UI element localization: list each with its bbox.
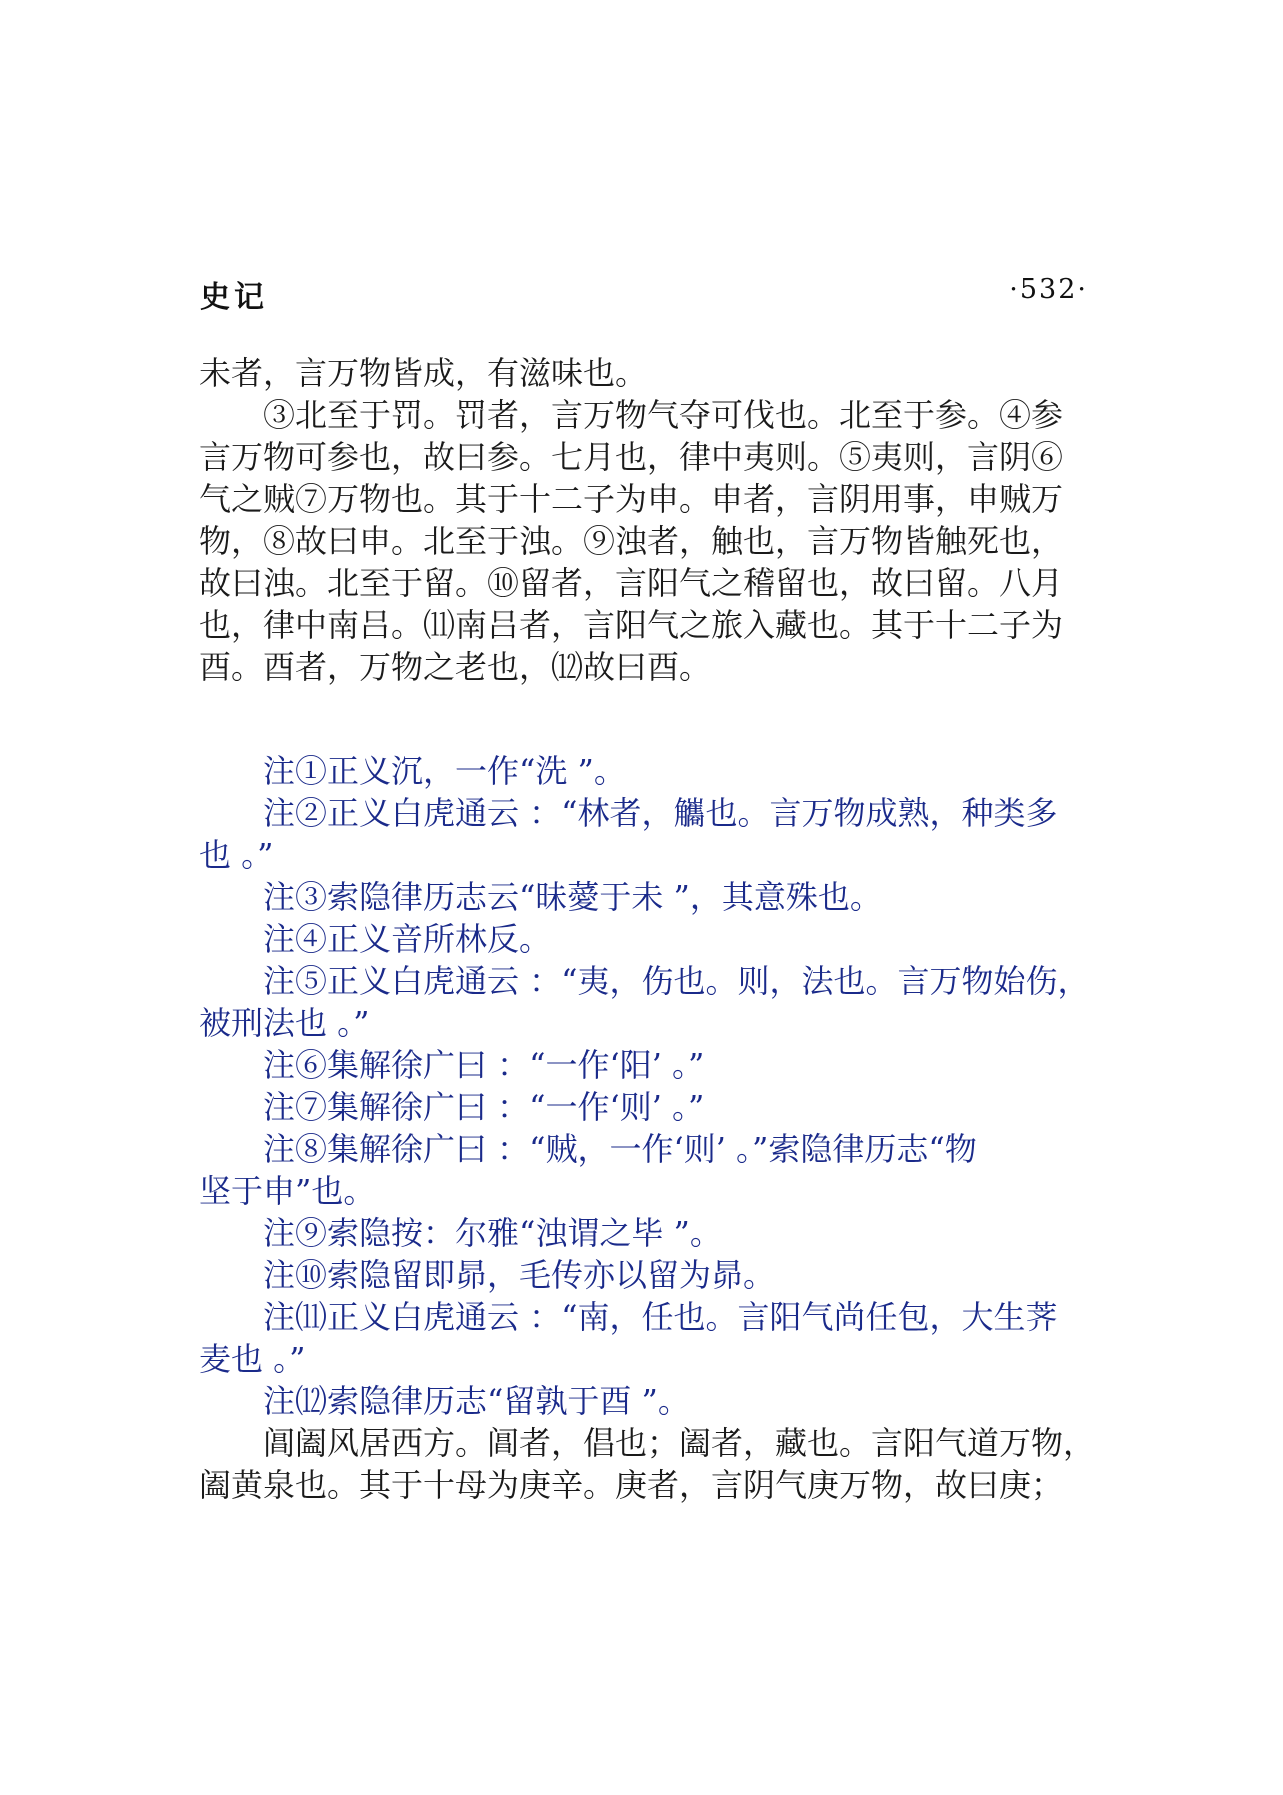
note-line: 注②正义白虎通云 ：“林者，觿也。言万物成熟，种类多 (263, 794, 1058, 832)
note-line: 坚于申”也。 (199, 1172, 376, 1210)
note-line: 麦也 。” (199, 1340, 306, 1378)
note-line: 注⑧集解徐广曰 ：“贼，一作‘则’ 。”索隐律历志“物 (263, 1130, 977, 1168)
main-line: 酉。酉者，万物之老也，⑿故曰酉。 (199, 648, 712, 686)
main-line: 也，律中南吕。⑾南吕者，言阳气之旅入藏也。其于十二子为 (199, 606, 1064, 644)
note-line: 注⑤正义白虎通云 ：“夷，伤也。则，法也。言万物始伤， (263, 962, 1090, 1000)
note-line: 注⑿索隐律历志“留孰于酉 ”。 (263, 1382, 690, 1420)
note-line: 注⑦集解徐广曰 ：“一作‘则’ 。” (263, 1088, 705, 1126)
note-line: 注①正义沉，一作“洗 ”。 (263, 752, 626, 790)
body-text (199, 352, 1096, 1506)
note-line: 注⑨索隐按：尔雅“浊谓之毕 ”。 (263, 1214, 722, 1252)
page-header (200, 272, 1088, 315)
main-line: 故曰浊。北至于留。⑩留者，言阳气之稽留也，故曰留。八月 (199, 564, 1064, 602)
note-line: 注⑩索隐留即昴，毛传亦以留为昴。 (263, 1256, 776, 1294)
main-line: 气之贼⑦万物也。其于十二子为申。申者，言阴用事，申贼万 (199, 480, 1064, 518)
main-line: 物，⑧故曰申。北至于浊。⑨浊者，触也，言万物皆触死也， (199, 522, 1064, 560)
main-line: 言万物可参也，故曰参。七月也，律中夷则。⑤夷则，言阴⑥ (199, 438, 1064, 476)
note-line: 也 。” (199, 836, 274, 874)
note-line: 注⑥集解徐广曰 ：“一作‘阳’ 。” (263, 1046, 705, 1084)
book-title: 史记 (200, 280, 268, 315)
page-number: ·532· (1009, 274, 1088, 305)
main-line: 未者，言万物皆成，有滋味也。 (199, 354, 648, 392)
note-line: 注③索隐律历志云“昧薆于未 ”，其意殊也。 (263, 878, 882, 916)
main-line: 阊阖风居西方。阊者，倡也；阖者，藏也。言阳气道万物， (263, 1424, 1096, 1462)
main-line: 阖黄泉也。其于十母为庚辛。庚者，言阴气庚万物，故曰庚； (199, 1466, 1064, 1504)
section-spacer (199, 688, 1091, 750)
note-line: 注④正义音所林反。 (263, 920, 552, 958)
note-line: 被刑法也 。” (199, 1004, 370, 1042)
main-line: ③北至于罚。罚者，言万物气夺可伐也。北至于参。④参 (263, 396, 1064, 434)
note-line: 注⑾正义白虎通云 ：“南，任也。言阳气尚任包，大生荠 (263, 1298, 1058, 1336)
